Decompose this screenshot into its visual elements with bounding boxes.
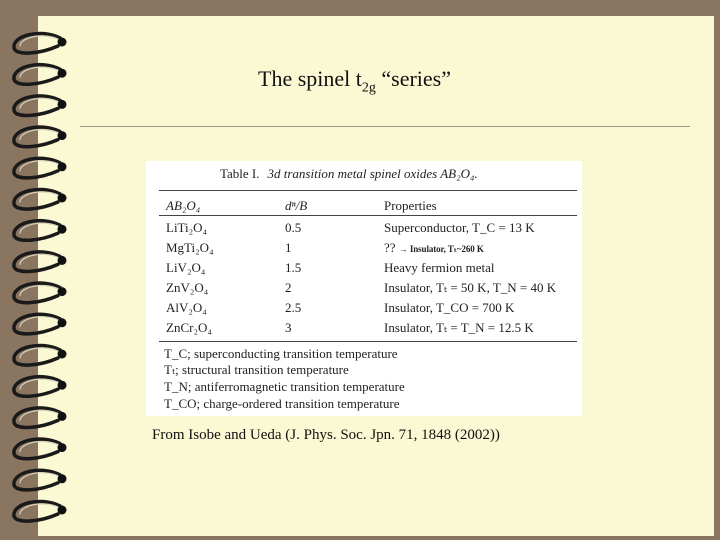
footnote: T_N; antiferromagnetic transition temperature — [164, 379, 405, 394]
table-cell-property: Heavy fermion metal — [384, 260, 495, 275]
spiral-ring — [14, 377, 67, 397]
spiral-ring — [14, 439, 67, 459]
spiral-ring — [14, 96, 67, 116]
spiral-ring — [14, 283, 67, 303]
spiral-ring — [14, 127, 67, 147]
spiral-ring — [14, 470, 67, 490]
table-caption: Table I. 3d transition metal spinel oxides AB₂O₄. — [220, 166, 478, 181]
spiral-ring — [14, 221, 67, 241]
source-credit: From Isobe and Ueda (J. Phys. Soc. Jpn. 71, 1848 (2002)) — [152, 427, 500, 443]
spiral-ring — [14, 158, 67, 178]
table-cell-dn: 1.5 — [285, 260, 302, 275]
table-cell-compound: LiTi₂O₄ — [166, 220, 208, 235]
table-cell-dn: 3 — [285, 320, 292, 335]
table-cell-property: ?? → Insulator, Tₜ~260 K — [384, 240, 484, 255]
table-cell-property: Insulator, T_CO = 700 K — [384, 300, 515, 315]
table-cell-dn: 1 — [285, 240, 292, 255]
spiral-ring — [14, 345, 67, 365]
spiral-ring — [14, 314, 67, 334]
table-image — [146, 161, 582, 416]
spiral-ring — [14, 501, 67, 521]
footnote: T_CO; charge-ordered transition temperature — [164, 396, 400, 411]
table-cell-property: Insulator, Tₜ = 50 K, T_N = 40 K — [384, 280, 557, 295]
header-properties: Properties — [384, 198, 437, 213]
footnote: Tₜ; structural transition temperature — [164, 362, 349, 377]
table-cell-compound: AlV₂O₄ — [166, 300, 207, 315]
spiral-ring — [14, 252, 67, 272]
table-cell-dn: 0.5 — [285, 220, 302, 235]
slide-title: The spinel $t_{2g}$ “series” — [258, 66, 451, 96]
footnote: T_C; superconducting transition temperature — [164, 346, 398, 361]
spiral-ring — [14, 408, 67, 428]
spiral-ring — [14, 65, 67, 85]
table-cell-compound: ZnV₂O₄ — [166, 280, 209, 295]
table-cell-compound: MgTi₂O₄ — [166, 240, 214, 255]
table-cell-dn: 2 — [285, 280, 292, 295]
table-cell-dn: 2.5 — [285, 300, 302, 315]
spiral-binding — [0, 0, 80, 540]
spiral-ring — [14, 189, 67, 209]
table-cell-property: Superconductor, T_C = 13 K — [384, 220, 535, 235]
table-cell-compound: ZnCr₂O₄ — [166, 320, 212, 335]
header-compound: AB₂O₄ — [166, 198, 201, 213]
spiral-ring — [14, 33, 67, 53]
table-cell-property: Insulator, Tₜ = T_N = 12.5 K — [384, 320, 534, 335]
table-cell-compound: LiV₂O₄ — [166, 260, 206, 275]
header-dn: dⁿ/B — [285, 198, 308, 213]
title-divider — [80, 126, 690, 127]
